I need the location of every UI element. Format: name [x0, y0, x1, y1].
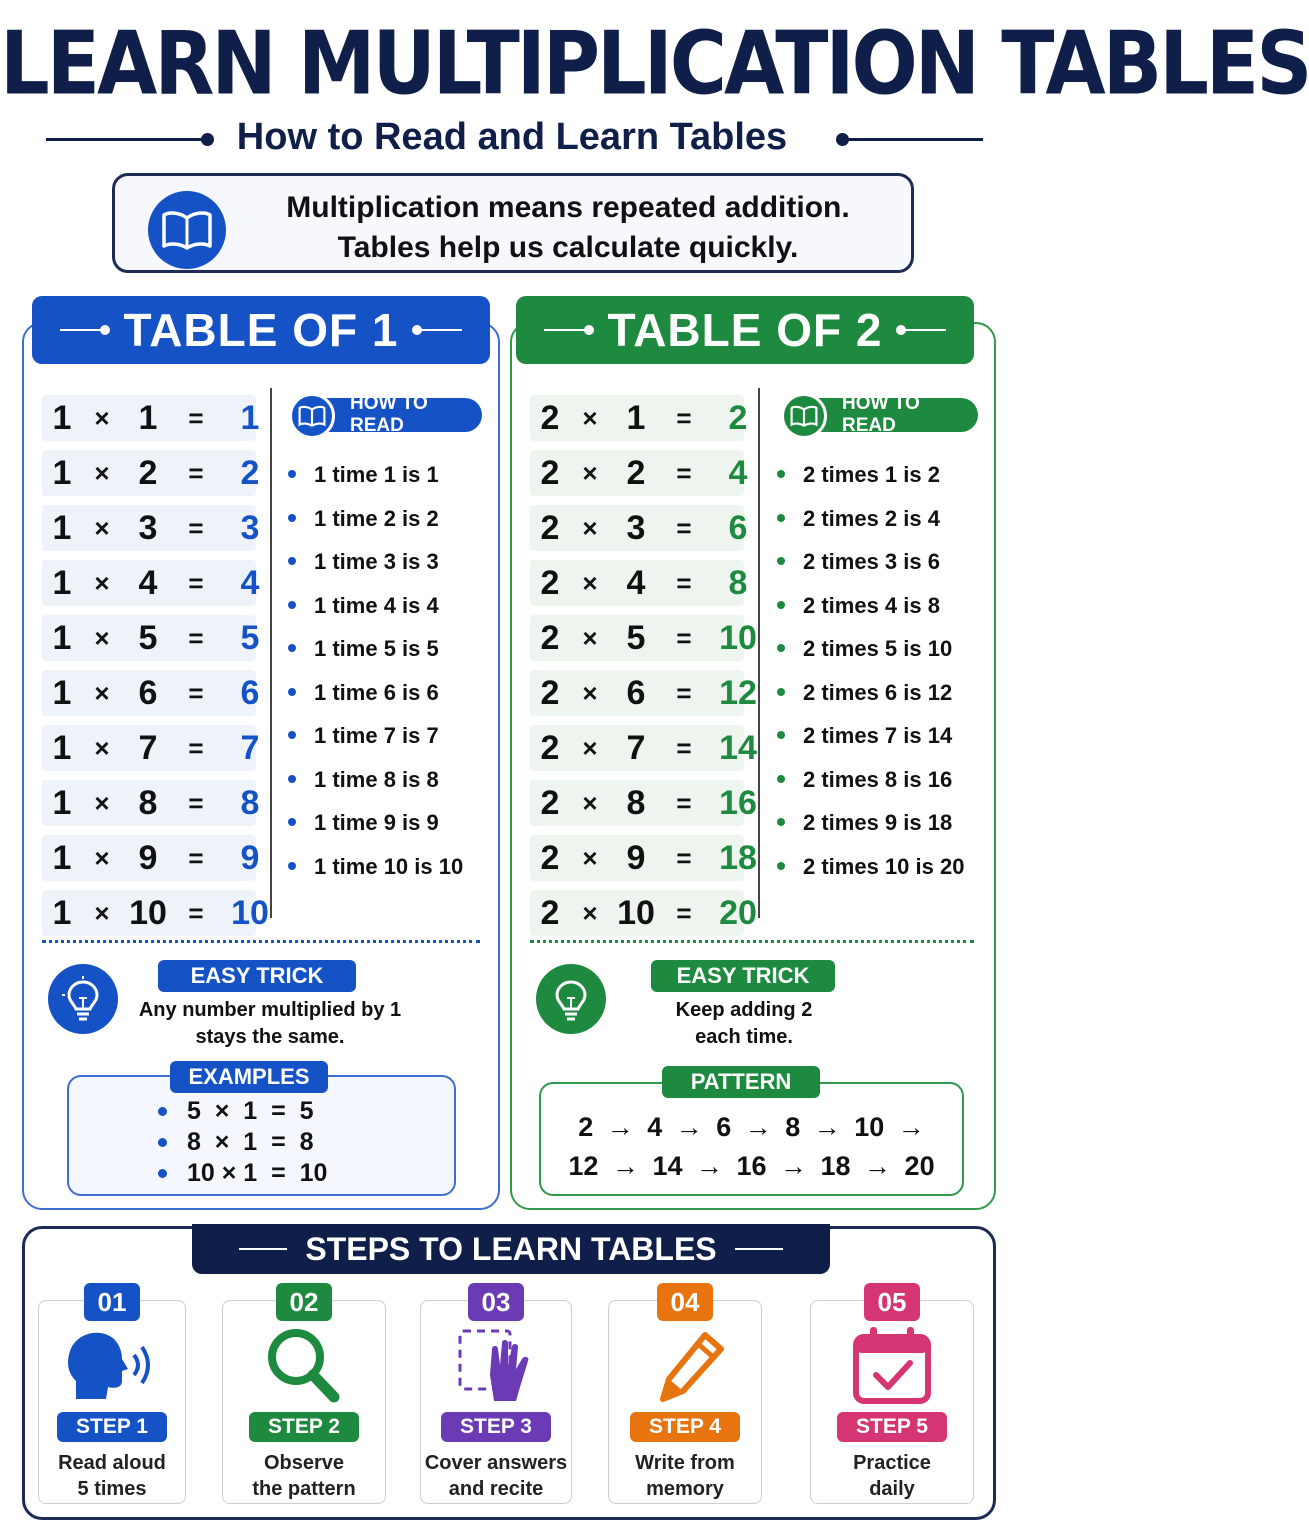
example-text: 10 × 1 = 10 — [187, 1159, 328, 1187]
row-a: 1 — [52, 673, 72, 712]
read-line — [777, 462, 940, 488]
step-description — [600, 1450, 770, 1502]
bullet-icon — [777, 818, 785, 826]
pattern-label: PATTERN — [662, 1066, 820, 1098]
read-line — [777, 549, 940, 575]
row-equals: = — [188, 512, 204, 543]
row-a: 1 — [52, 783, 72, 822]
row-a: 1 — [52, 508, 72, 547]
row-a: 1 — [52, 398, 72, 437]
row-equals: = — [676, 677, 692, 708]
example-text: 5 × 1 = 5 — [187, 1097, 314, 1125]
read-line — [777, 723, 952, 749]
row-a: 2 — [540, 728, 560, 767]
row-a: 2 — [540, 398, 560, 437]
read-line — [777, 593, 940, 619]
read-line — [288, 506, 439, 532]
bullet-icon — [288, 644, 296, 652]
bullet-icon — [288, 731, 296, 739]
row-a: 2 — [540, 893, 560, 932]
row-b: 4 — [626, 563, 646, 602]
row-equals: = — [676, 622, 692, 653]
read-line — [288, 723, 439, 749]
row-b: 2 — [138, 453, 158, 492]
row-result: 4 — [240, 563, 260, 602]
row-result: 8 — [240, 783, 260, 822]
table-2-divider — [758, 388, 760, 918]
bullet-icon — [158, 1107, 167, 1116]
row-equals: = — [188, 567, 204, 598]
row-equals: = — [676, 512, 692, 543]
step-number: 02 — [276, 1283, 332, 1321]
pattern-line-1: 2 → 4 → 6 → 8 → 10 → — [578, 1112, 925, 1142]
row-a: 1 — [52, 728, 72, 767]
row-equals: = — [188, 402, 204, 433]
row-result: 4 — [728, 453, 748, 492]
read-line — [288, 636, 439, 662]
row-times: × — [582, 787, 598, 818]
row-equals: = — [188, 622, 204, 653]
lightbulb-icon — [48, 964, 118, 1034]
table-row — [42, 725, 282, 771]
row-b: 1 — [138, 398, 158, 437]
read-line-text: 2 times 6 is 12 — [803, 679, 953, 705]
row-a: 2 — [540, 508, 560, 547]
bullet-icon — [288, 775, 296, 783]
dotted-divider-2 — [530, 940, 974, 943]
read-line-text: 2 times 3 is 6 — [803, 549, 940, 574]
how-to-read-badge-1 — [292, 393, 482, 436]
row-result: 14 — [719, 728, 757, 767]
row-result: 10 — [719, 618, 757, 657]
row-equals: = — [676, 842, 692, 873]
bullet-icon — [777, 688, 785, 696]
bullet-icon — [777, 862, 785, 870]
subtitle-bar — [0, 116, 1024, 162]
row-a: 1 — [52, 893, 72, 932]
row-equals: = — [188, 787, 204, 818]
row-times: × — [582, 677, 598, 708]
dotted-divider-1 — [42, 940, 480, 943]
book-icon — [148, 191, 226, 269]
row-equals: = — [676, 897, 692, 928]
examples-label: EXAMPLES — [170, 1061, 328, 1093]
step-desc-line-2: daily — [869, 1478, 915, 1500]
table-row — [530, 450, 770, 496]
bullet-icon — [288, 688, 296, 696]
table-row — [42, 395, 282, 441]
bullet-icon — [288, 557, 296, 565]
read-line — [777, 680, 952, 706]
table-row — [42, 670, 282, 716]
row-result: 2 — [728, 398, 748, 437]
bullet-icon — [777, 557, 785, 565]
table-row — [530, 670, 770, 716]
calendar-check-icon — [842, 1325, 942, 1405]
bullet-icon — [777, 775, 785, 783]
row-a: 2 — [540, 838, 560, 877]
read-line-text: 1 time 9 is 9 — [314, 810, 439, 835]
row-result: 9 — [240, 838, 260, 877]
steps-ribbon — [192, 1224, 830, 1274]
read-line — [288, 462, 439, 488]
table-row — [530, 505, 770, 551]
step-label: STEP 4 — [630, 1412, 740, 1442]
row-b: 10 — [617, 893, 655, 932]
table-row — [530, 780, 770, 826]
bullet-icon — [158, 1138, 167, 1147]
bullet-icon — [288, 601, 296, 609]
steps-title: STEPS TO LEARN TABLES — [305, 1230, 717, 1267]
row-times: × — [94, 732, 110, 763]
row-b: 7 — [138, 728, 158, 767]
table-row — [530, 890, 770, 936]
read-line-text: 2 times 1 is 2 — [803, 462, 940, 487]
easy-trick-label-1: EASY TRICK — [158, 960, 356, 992]
intro-line-2: Tables help us calculate quickly. — [337, 231, 799, 264]
table-row — [42, 835, 282, 881]
row-a: 1 — [52, 563, 72, 602]
pattern-box — [539, 1082, 964, 1196]
row-times: × — [94, 787, 110, 818]
table-row — [42, 780, 282, 826]
table-1-divider — [270, 388, 272, 918]
row-times: × — [94, 842, 110, 873]
step-label: STEP 5 — [837, 1412, 947, 1442]
page-subtitle: How to Read and Learn Tables — [236, 116, 788, 158]
bullet-icon — [288, 862, 296, 870]
row-result: 7 — [240, 728, 260, 767]
speaking-head-icon — [62, 1325, 162, 1405]
step-desc-line-1: Read aloud — [58, 1452, 166, 1474]
bullet-icon — [777, 514, 785, 522]
row-b: 4 — [138, 563, 158, 602]
row-result: 10 — [231, 893, 269, 932]
step-number: 03 — [468, 1283, 524, 1321]
read-line — [777, 767, 952, 793]
row-equals: = — [676, 457, 692, 488]
step-desc-line-1: Observe — [263, 1452, 345, 1474]
step-label: STEP 2 — [249, 1412, 359, 1442]
row-result: 6 — [240, 673, 260, 712]
step-label: STEP 3 — [441, 1412, 551, 1442]
table-row — [530, 395, 770, 441]
row-a: 2 — [540, 673, 560, 712]
row-b: 8 — [626, 783, 646, 822]
step-number: 05 — [864, 1283, 920, 1321]
step-description — [27, 1450, 197, 1502]
table-of-2-title: TABLE OF 2 — [607, 304, 883, 356]
read-line-text: 2 times 10 is 20 — [803, 853, 965, 879]
hand-cover-icon — [446, 1325, 546, 1405]
how-to-read-badge-2 — [784, 393, 978, 436]
read-line-text: 1 time 8 is 8 — [314, 766, 439, 792]
step-description — [219, 1450, 389, 1502]
row-times: × — [582, 842, 598, 873]
row-result: 12 — [719, 673, 757, 712]
bullet-icon — [777, 644, 785, 652]
row-result: 18 — [719, 838, 757, 877]
read-line-text: 2 times 4 is 8 — [803, 592, 940, 618]
step-desc-line-1: Write from — [635, 1452, 735, 1474]
table-row — [530, 560, 770, 606]
row-times: × — [94, 677, 110, 708]
step-desc-line-2: 5 times — [77, 1478, 147, 1500]
bullet-icon — [288, 470, 296, 478]
divider-right — [843, 138, 983, 141]
read-line-text: 1 time 3 is 3 — [314, 549, 439, 574]
read-line — [777, 854, 964, 880]
row-times: × — [582, 622, 598, 653]
row-equals: = — [188, 897, 204, 928]
row-times: × — [94, 402, 110, 433]
read-line — [288, 680, 439, 706]
step-label: STEP 1 — [57, 1412, 167, 1442]
intro-box — [112, 173, 914, 273]
table-row — [42, 560, 282, 606]
table-row — [42, 505, 282, 551]
row-a: 1 — [52, 838, 72, 877]
read-line — [777, 810, 952, 836]
row-times: × — [582, 512, 598, 543]
row-equals: = — [676, 787, 692, 818]
table-row — [42, 615, 282, 661]
row-result: 6 — [728, 508, 748, 547]
step-number: 04 — [657, 1283, 713, 1321]
how-to-read-label-2: HOW TO READ — [842, 393, 920, 436]
magnifier-icon — [254, 1325, 354, 1405]
example-item — [158, 1159, 327, 1188]
row-equals: = — [676, 732, 692, 763]
row-times: × — [94, 897, 110, 928]
read-line — [288, 549, 439, 575]
row-b: 6 — [626, 673, 646, 712]
bullet-icon — [777, 601, 785, 609]
row-equals: = — [188, 677, 204, 708]
read-line-text: 2 times 8 is 16 — [803, 766, 953, 792]
row-result: 2 — [240, 453, 260, 492]
example-item — [158, 1128, 313, 1157]
row-times: × — [582, 457, 598, 488]
row-a: 2 — [540, 618, 560, 657]
trick-line-1a: Any number multiplied by 1 — [138, 999, 402, 1021]
row-equals: = — [676, 402, 692, 433]
table-row — [530, 615, 770, 661]
row-b: 10 — [129, 893, 167, 932]
book-icon — [781, 393, 827, 439]
row-b: 8 — [138, 783, 158, 822]
read-line-text: 1 time 2 is 2 — [314, 505, 439, 531]
bullet-icon — [777, 470, 785, 478]
row-b: 9 — [138, 838, 158, 877]
read-line-text: 1 time 7 is 7 — [314, 723, 439, 748]
bullet-icon — [158, 1169, 167, 1178]
row-equals: = — [188, 457, 204, 488]
row-times: × — [582, 567, 598, 598]
trick-line-1b: stays the same. — [195, 1026, 345, 1048]
read-line-text: 2 times 7 is 14 — [803, 723, 953, 748]
table-row — [42, 450, 282, 496]
read-line — [777, 636, 952, 662]
table-row — [42, 890, 282, 936]
intro-line-1: Multiplication means repeated addition. — [286, 191, 850, 224]
read-line — [777, 506, 940, 532]
read-line-text: 2 times 9 is 18 — [803, 810, 953, 835]
row-a: 2 — [540, 783, 560, 822]
read-line-text: 1 time 10 is 10 — [314, 853, 464, 879]
step-desc-line-1: Cover answers — [424, 1452, 568, 1474]
row-a: 1 — [52, 453, 72, 492]
row-times: × — [94, 457, 110, 488]
row-result: 16 — [719, 783, 757, 822]
row-b: 5 — [626, 618, 646, 657]
row-times: × — [94, 622, 110, 653]
step-desc-line-2: and recite — [448, 1478, 544, 1500]
row-result: 3 — [240, 508, 260, 547]
example-item — [158, 1097, 313, 1126]
row-b: 3 — [138, 508, 158, 547]
read-line — [288, 854, 463, 880]
read-line-text: 2 times 5 is 10 — [803, 636, 953, 661]
lightbulb-icon — [536, 964, 606, 1034]
row-result: 20 — [719, 893, 757, 932]
row-equals: = — [188, 842, 204, 873]
row-b: 6 — [138, 673, 158, 712]
how-to-read-label-1: HOW TO READ — [350, 393, 428, 436]
bullet-icon — [777, 731, 785, 739]
read-line-text: 1 time 1 is 1 — [314, 462, 439, 487]
book-icon — [289, 393, 335, 439]
row-a: 2 — [540, 563, 560, 602]
row-b: 1 — [626, 398, 646, 437]
row-a: 2 — [540, 453, 560, 492]
step-description — [807, 1450, 977, 1502]
row-result: 5 — [240, 618, 260, 657]
example-text: 8 × 1 = 8 — [187, 1128, 314, 1156]
row-times: × — [582, 732, 598, 763]
step-number: 01 — [84, 1283, 140, 1321]
row-equals: = — [676, 567, 692, 598]
row-times: × — [582, 897, 598, 928]
row-equals: = — [188, 732, 204, 763]
read-line-text: 2 times 2 is 4 — [803, 505, 940, 531]
step-desc-line-2: the pattern — [252, 1478, 356, 1500]
read-line-text: 1 time 4 is 4 — [314, 592, 439, 618]
read-line — [288, 593, 439, 619]
pattern-line-2: 12 → 14 → 16 → 18 → 20 — [568, 1151, 935, 1181]
row-times: × — [94, 512, 110, 543]
row-b: 7 — [626, 728, 646, 767]
step-desc-line-2: memory — [646, 1478, 724, 1500]
read-line — [288, 767, 439, 793]
row-result: 8 — [728, 563, 748, 602]
row-b: 3 — [626, 508, 646, 547]
read-line-text: 1 time 5 is 5 — [314, 636, 439, 661]
pencil-icon — [635, 1325, 735, 1405]
row-a: 1 — [52, 618, 72, 657]
row-result: 1 — [240, 398, 260, 437]
row-b: 5 — [138, 618, 158, 657]
bullet-icon — [288, 818, 296, 826]
row-b: 9 — [626, 838, 646, 877]
bullet-icon — [288, 514, 296, 522]
table-of-1-ribbon — [32, 296, 490, 364]
easy-trick-label-2: EASY TRICK — [651, 960, 835, 992]
row-b: 2 — [626, 453, 646, 492]
row-times: × — [582, 402, 598, 433]
trick-line-2a: Keep adding 2 — [675, 999, 813, 1021]
page-title: LEARN MULTIPLICATION TABLES — [0, 14, 1309, 115]
read-line — [288, 810, 439, 836]
table-row — [530, 725, 770, 771]
table-of-2-ribbon — [516, 296, 974, 364]
row-times: × — [94, 567, 110, 598]
read-line-text: 1 time 6 is 6 — [314, 679, 439, 705]
step-description — [411, 1450, 581, 1502]
step-desc-line-1: Practice — [853, 1452, 931, 1474]
table-of-1-title: TABLE OF 1 — [123, 304, 399, 356]
table-row — [530, 835, 770, 881]
trick-line-2b: each time. — [695, 1026, 793, 1048]
